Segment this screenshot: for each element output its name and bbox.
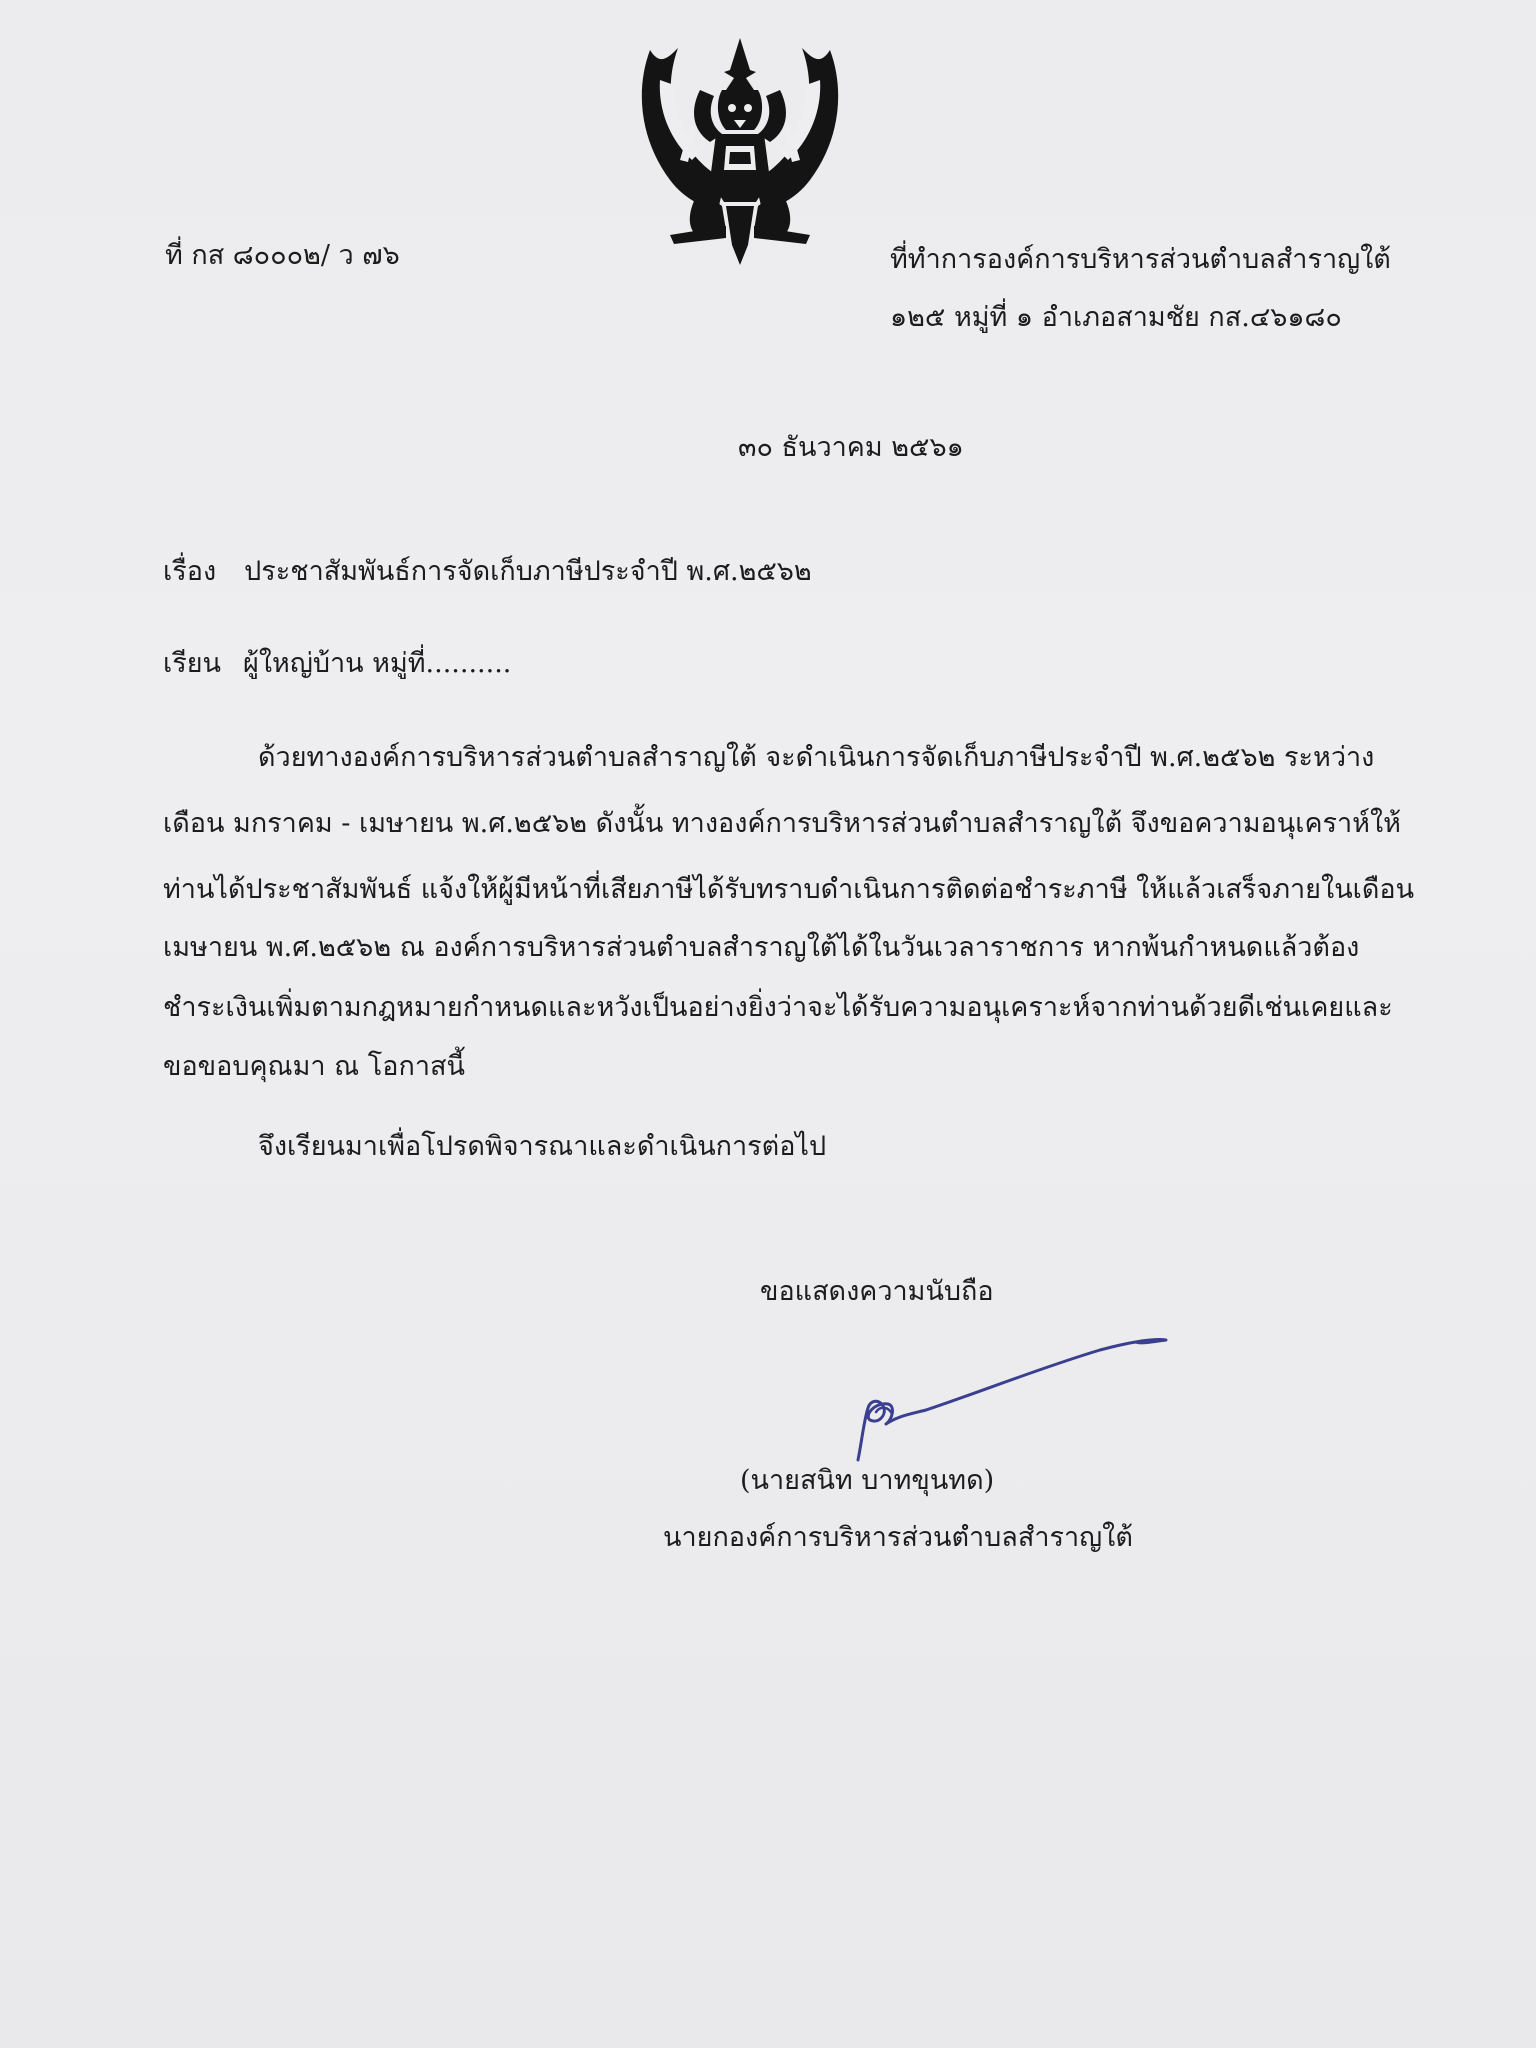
body-line: เมษายน พ.ศ.๒๕๖๒ ณ องค์การบริหารส่วนตำบลสำราญใต้ได้ในวันเวลาราชการ หากพ้นกำหนดแล้วต้อง — [163, 932, 1360, 963]
body-line: เดือน มกราคม - เมษายน พ.ศ.๒๕๖๒ ดังนั้น ทางองค์การบริหารส่วนตำบลสำราญใต้ จึงขอความอนุเคราห์ให้ — [163, 808, 1401, 839]
garuda-emblem — [630, 30, 850, 270]
signer-title: นายกองค์การบริหารส่วนตำบลสำราญใต้ — [663, 1522, 1133, 1553]
subject-line — [163, 556, 812, 588]
document-number: ที่ กส ๘๐๐๐๒/ ว ๗๖ — [165, 240, 400, 271]
regards-text: ขอแสดงความนับถือ — [760, 1276, 994, 1307]
body-line: ชำระเงินเพิ่มตามกฎหมายกำหนดและหวังเป็นอย่างยิ่งว่าจะได้รับความอนุเคราะห์จากท่านด้วยดีเช่นเคยและ — [163, 992, 1393, 1023]
salutation-label: เรียน — [163, 648, 222, 679]
body-line: ด้วยทางองค์การบริหารส่วนตำบลสำราญใต้ จะดำเนินการจัดเก็บภาษีประจำปี พ.ศ.๒๕๖๒ ระหว่าง — [258, 742, 1375, 773]
office-address: ๑๒๕ หมู่ที่ ๑ อำเภอสามชัย กส.๔๖๑๘๐ — [890, 302, 1342, 333]
handwritten-signature — [840, 1320, 1180, 1470]
signer-name: (นายสนิท บาทขุนทด) — [740, 1465, 995, 1496]
subject-label: เรื่อง — [163, 556, 217, 587]
body-line: ท่านได้ประชาสัมพันธ์ แจ้งให้ผู้มีหน้าที่เสียภาษีได้รับทราบดำเนินการติดต่อชำระภาษี ให้แล้วเสร็จภายในเดือน — [163, 874, 1415, 905]
letter-date: ๓๐ ธันวาคม ๒๕๖๑ — [738, 432, 964, 463]
subject-text: ประชาสัมพันธ์การจัดเก็บภาษีประจำปี พ.ศ.๒๕๖๒ — [244, 556, 812, 587]
salutation-text: ผู้ใหญ่บ้าน หมู่ที่.......... — [243, 648, 512, 679]
office-name: ที่ทำการองค์การบริหารส่วนตำบลสำราญใต้ — [890, 244, 1391, 275]
body-line: ขอขอบคุณมา ณ โอกาสนี้ — [163, 1051, 465, 1082]
closing-sentence: จึงเรียนมาเพื่อโปรดพิจารณาและดำเนินการต่อไป — [258, 1131, 827, 1162]
salutation-line — [163, 648, 511, 680]
